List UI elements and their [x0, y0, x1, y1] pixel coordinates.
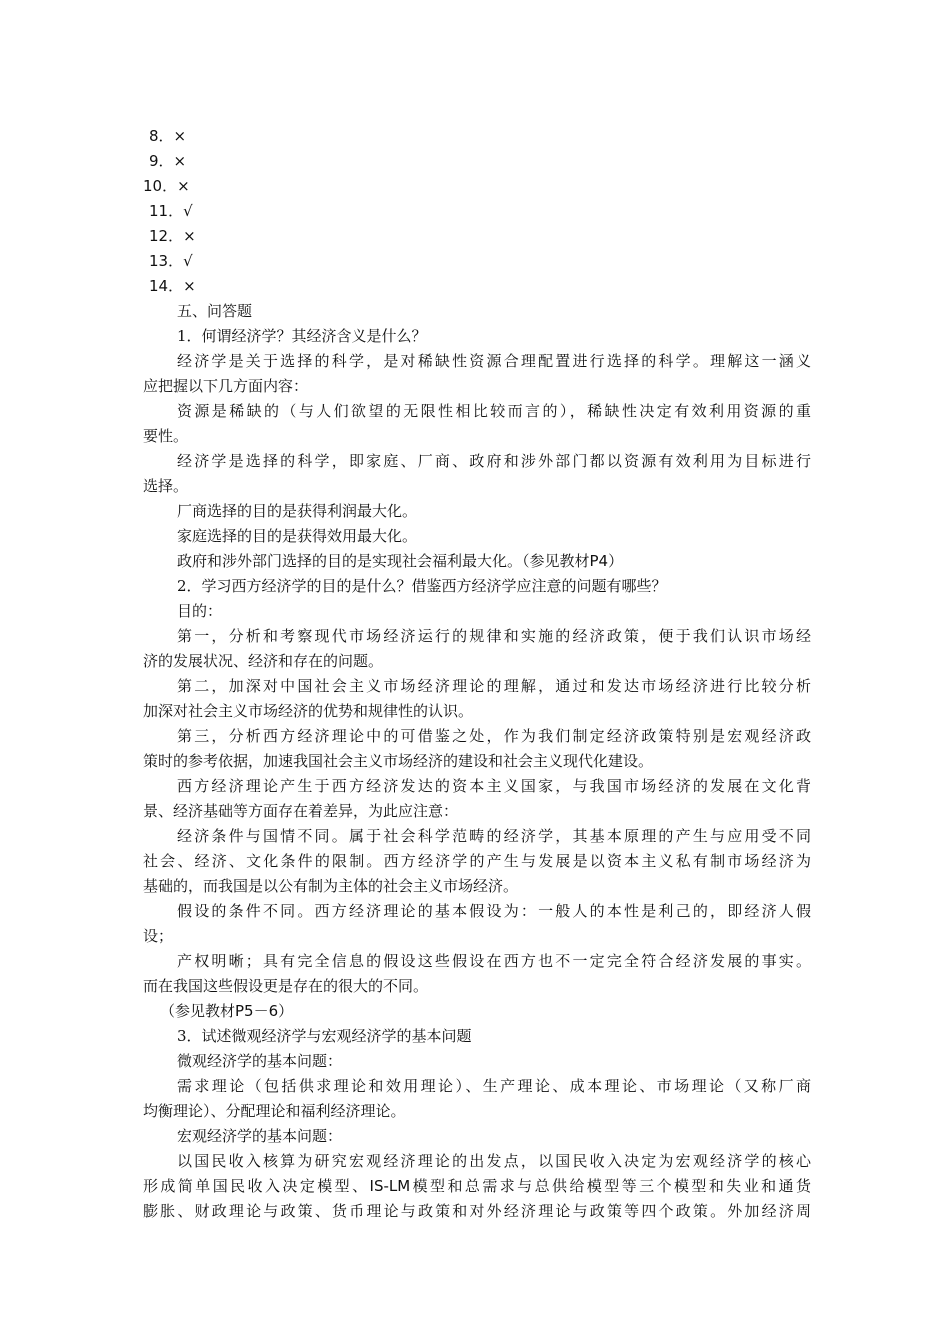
paren-close: ） — [608, 552, 624, 570]
paragraph-line: 设； — [143, 927, 174, 945]
paragraph-line — [143, 999, 811, 1024]
answer-14: 14．× — [149, 277, 196, 295]
paragraph-line: 景、经济基础等方面存在着差异，为此应注意： — [143, 802, 459, 820]
paragraph-line: 加深对社会主义市场经济的优势和规律性的认识。 — [143, 702, 474, 720]
answer-10: 10．× — [143, 177, 190, 195]
answer-12: 12．× — [149, 227, 196, 245]
paragraph-line: 要性。 — [143, 427, 189, 445]
paren-open: （参见教材 — [160, 1002, 236, 1020]
paragraph-line: 济的发展状况、经济和存在的问题。 — [143, 652, 384, 670]
paragraph-line: 微观经济学的基本问题： — [177, 1052, 343, 1070]
paragraph-line: 经济学是选择的科学，即家庭、厂商、政府和涉外部门都以资源有效利用为目标进行 — [177, 452, 811, 470]
paren-close: ） — [278, 1002, 294, 1020]
paragraph-line: 经济学是关于选择的科学，是对稀缺性资源合理配置进行选择的科学。理解这一涵义 — [177, 352, 811, 370]
textbook-reference: P4 — [589, 552, 609, 570]
paragraph-line: 资源是稀缺的（与人们欲望的无限性相比较而言的），稀缺性决定有效利用资源的重 — [177, 402, 811, 420]
paragraph-line: 均衡理论）、分配理论和福利经济理论。 — [143, 1102, 406, 1120]
paragraph-line — [143, 1174, 811, 1199]
section-title: 五、问答题 — [177, 302, 253, 320]
question-1-title: 1．何谓经济学？其经济含义是什么？ — [177, 327, 427, 345]
paragraph-line: 第一，分析和考察现代市场经济运行的规律和实施的经济政策，便于我们认识市场经 — [177, 627, 811, 645]
paragraph-line: 应把握以下几方面内容： — [143, 377, 309, 395]
paragraph-line: 产权明晰；具有完全信息的假设这些假设在西方也不一定完全符合经济发展的事实。 — [177, 952, 811, 970]
paragraph-line: 需求理论（包括供求理论和效用理论）、生产理论、成本理论、市场理论（又称厂商 — [177, 1077, 811, 1095]
question-2-title: 2．学习西方经济学的目的是什么？借鉴西方经济学应注意的问题有哪些？ — [177, 577, 667, 595]
paragraph-line: 厂商选择的目的是获得利润最大化。 — [177, 502, 418, 520]
paragraph-line: 基础的，而我国是以公有制为主体的社会主义市场经济。 — [143, 877, 519, 895]
paragraph-text: 政府和涉外部门选择的目的是实现社会福利最大化。（参见教材 — [177, 552, 590, 570]
answer-8: 8．× — [149, 127, 187, 145]
paragraph-line: 假设的条件不同。西方经济理论的基本假设为：一般人的本性是利己的，即经济人假 — [177, 902, 811, 920]
paragraph-line: 策时的参考依据，加速我国社会主义市场经济的建设和社会主义现代化建设。 — [143, 752, 654, 770]
paragraph-line: 家庭选择的目的是获得效用最大化。 — [177, 527, 418, 545]
paragraph-line: 以国民收入核算为研究宏观经济理论的出发点，以国民收入决定为宏观经济学的核心 — [177, 1152, 811, 1170]
paragraph-line: 西方经济理论产生于西方经济发达的资本主义国家，与我国市场经济的发展在文化背 — [177, 777, 811, 795]
answer-9: 9．× — [149, 152, 187, 170]
paragraph-text: 形成简单国民收入决定模型、 — [143, 1177, 370, 1195]
paragraph-line: 社会、经济、文化条件的限制。西方经济学的产生与发展是以资本主义私有制市场经济为 — [143, 852, 811, 870]
paragraph-line — [143, 549, 811, 574]
paragraph-line: 第二，加深对中国社会主义市场经济理论的理解，通过和发达市场经济进行比较分析 — [177, 677, 811, 695]
model-name: IS-LM — [369, 1177, 411, 1195]
paragraph-line: 目的： — [177, 602, 223, 620]
answer-11: 11．√ — [149, 202, 193, 220]
paragraph-line: 而在我国这些假设更是存在的很大的不同。 — [143, 977, 429, 995]
paragraph-text: 模型和总需求与总供给模型等三个模型和失业和通货 — [410, 1177, 811, 1195]
paragraph-line: 经济条件与国情不同。属于社会科学范畴的经济学，其基本原理的产生与应用受不同 — [177, 827, 811, 845]
paragraph-line: 第三，分析西方经济理论中的可借鉴之处，作为我们制定经济政策特别是宏观经济政 — [177, 727, 811, 745]
document-body — [143, 124, 811, 1224]
answer-13: 13．√ — [149, 252, 193, 270]
textbook-reference: P5－6 — [235, 1002, 279, 1020]
paragraph-line: 选择。 — [143, 477, 189, 495]
question-3-title: 3．试述微观经济学与宏观经济学的基本问题 — [177, 1027, 472, 1045]
paragraph-line: 宏观经济学的基本问题： — [177, 1127, 343, 1145]
paragraph-line: 膨胀、财政理论与政策、货币理论与政策和对外经济理论与政策等四个政策。外加经济周 — [143, 1202, 811, 1220]
